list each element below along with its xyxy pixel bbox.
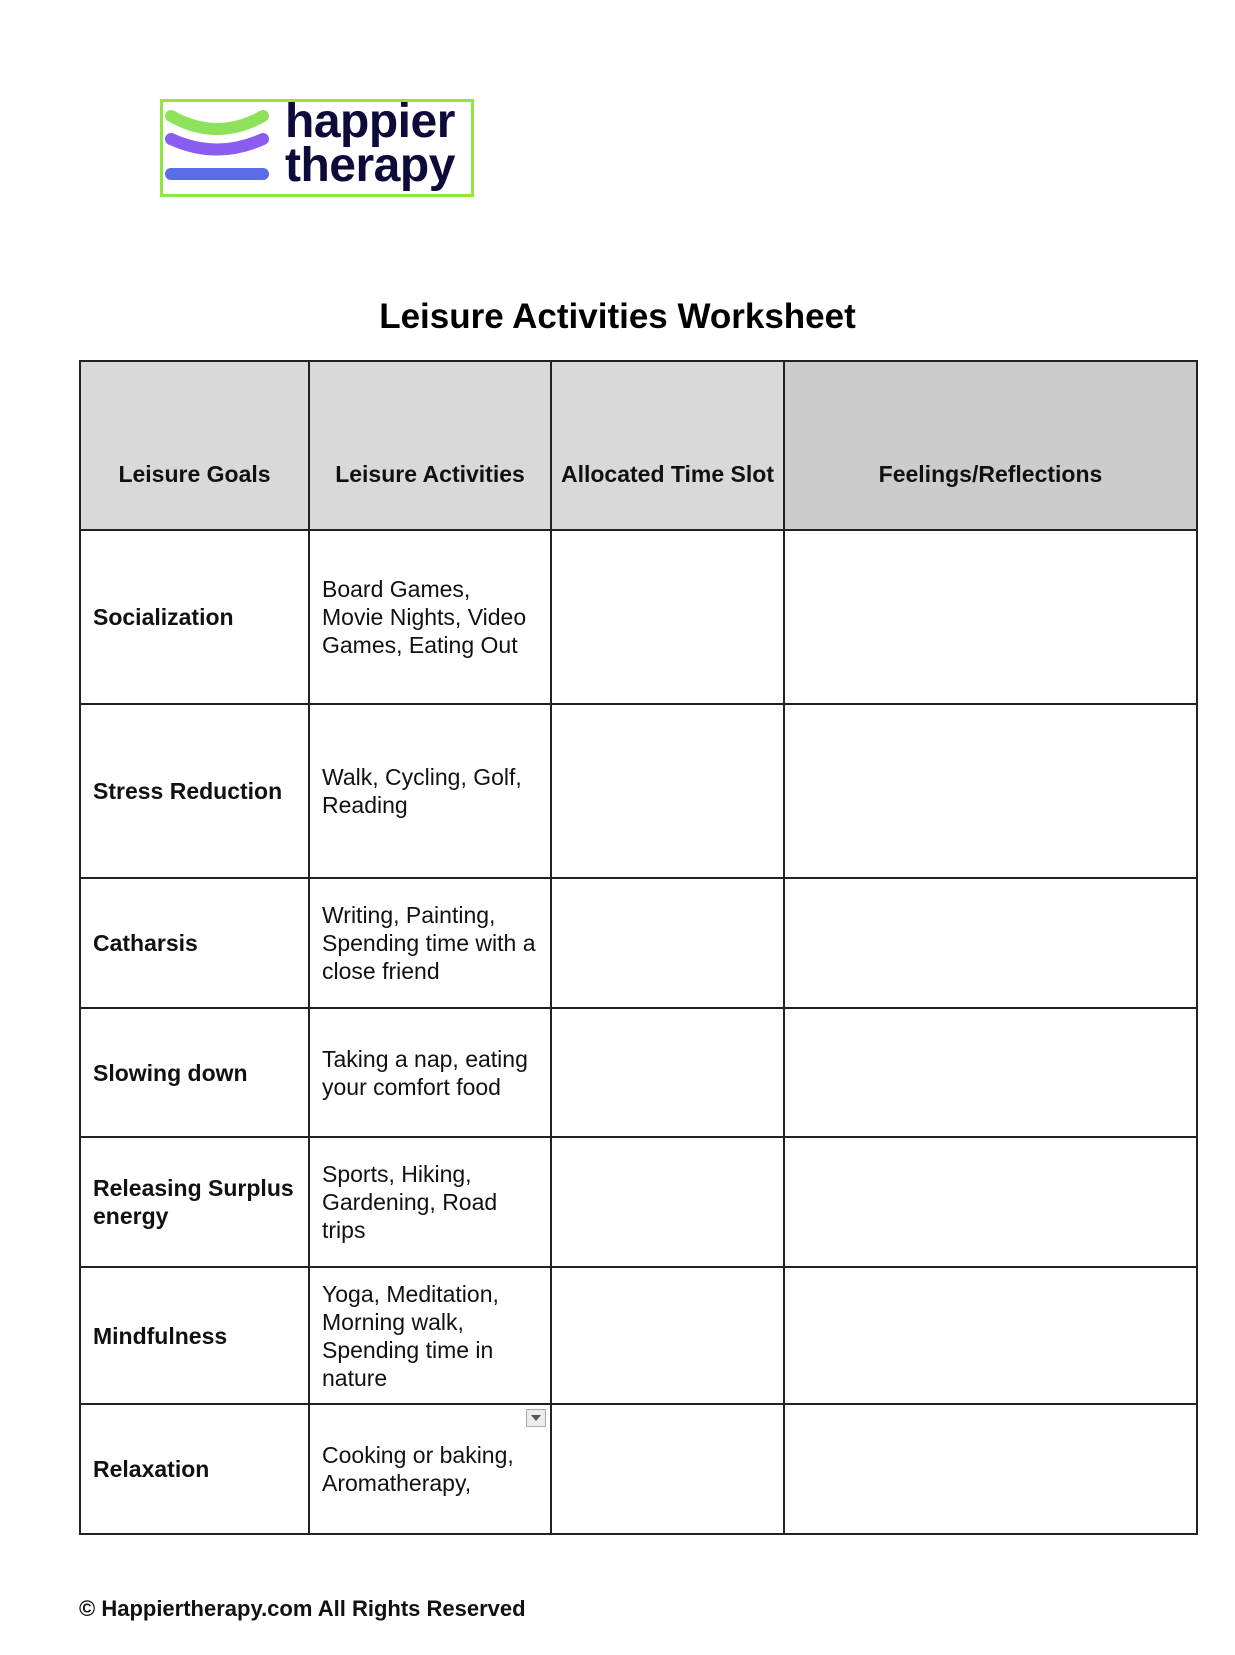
time-slot-cell[interactable]	[551, 1008, 784, 1137]
time-slot-cell[interactable]	[551, 530, 784, 704]
header-allocated-time-slot: Allocated Time Slot	[551, 361, 784, 530]
goal-cell: Mindfulness	[80, 1267, 309, 1404]
logo-line-2: therapy	[285, 139, 455, 192]
reflection-cell[interactable]	[784, 878, 1197, 1008]
activities-text: Cooking or baking, Aromatherapy,	[322, 1442, 514, 1496]
activities-cell	[309, 1404, 551, 1534]
goal-cell: Slowing down	[80, 1008, 309, 1137]
goal-cell: Stress Reduction	[80, 704, 309, 878]
goal-cell: Relaxation	[80, 1404, 309, 1534]
page-title: Leisure Activities Worksheet	[379, 297, 856, 336]
header-feelings-reflections: Feelings/Reflections	[784, 361, 1197, 530]
reflection-cell[interactable]	[784, 530, 1197, 704]
reflection-cell[interactable]	[784, 1008, 1197, 1137]
footer-copyright: © Happiertherapy.com All Rights Reserved	[79, 1596, 526, 1621]
goal-cell: Releasing Surplus energy	[80, 1137, 309, 1267]
logo-line-1: happier	[285, 95, 455, 148]
reflection-cell[interactable]	[784, 1137, 1197, 1267]
reflection-cell[interactable]	[784, 1267, 1197, 1404]
table-row	[80, 878, 1197, 1008]
header-row	[80, 361, 1197, 530]
logo	[160, 95, 474, 197]
time-slot-cell[interactable]	[551, 1137, 784, 1267]
activities-cell: Board Games, Movie Nights, Video Games, Eating Out	[309, 530, 551, 704]
logo-text	[285, 95, 455, 192]
table-row	[80, 1008, 1197, 1137]
activities-cell: Yoga, Meditation, Morning walk, Spending time in nature	[309, 1267, 551, 1404]
table-row	[80, 530, 1197, 704]
logo-stripes-icon	[165, 106, 269, 190]
table-row	[80, 1267, 1197, 1404]
time-slot-cell[interactable]	[551, 1267, 784, 1404]
time-slot-cell[interactable]	[551, 1404, 784, 1534]
activities-cell: Walk, Cycling, Golf, Reading	[309, 704, 551, 878]
activities-cell: Taking a nap, eating your comfort food	[309, 1008, 551, 1137]
activities-cell: Sports, Hiking, Gardening, Road trips	[309, 1137, 551, 1267]
goal-cell: Catharsis	[80, 878, 309, 1008]
time-slot-cell[interactable]	[551, 704, 784, 878]
dropdown-arrow-icon[interactable]	[526, 1409, 546, 1427]
activities-cell: Writing, Painting, Spending time with a close friend	[309, 878, 551, 1008]
time-slot-cell[interactable]	[551, 878, 784, 1008]
header-leisure-goals: Leisure Goals	[80, 361, 309, 530]
header-leisure-activities: Leisure Activities	[309, 361, 551, 530]
reflection-cell[interactable]	[784, 1404, 1197, 1534]
goal-cell: Socialization	[80, 530, 309, 704]
worksheet-table	[79, 360, 1198, 1535]
table-row	[80, 704, 1197, 878]
table-row	[80, 1137, 1197, 1267]
reflection-cell[interactable]	[784, 704, 1197, 878]
table-row	[80, 1404, 1197, 1534]
